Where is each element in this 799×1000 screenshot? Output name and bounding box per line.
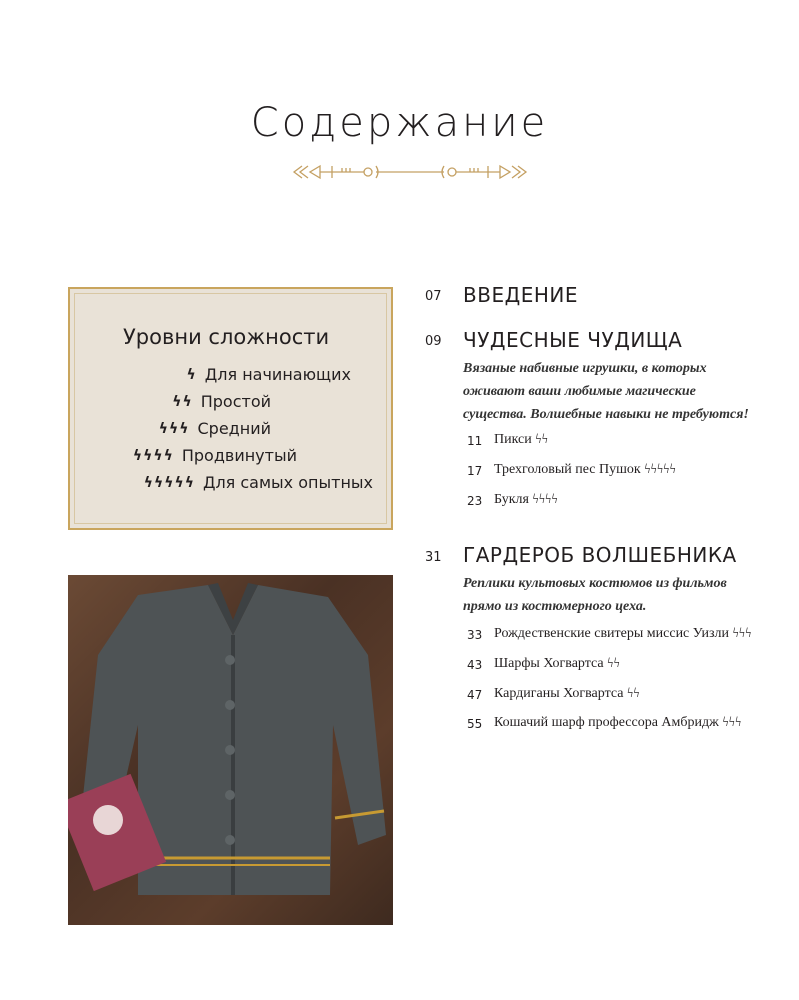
difficulty-legend [68, 287, 393, 530]
legend-item [172, 392, 271, 412]
legend-label: Для начинающих [204, 365, 351, 384]
legend-item [187, 365, 351, 385]
section-title[interactable]: ЧУДЕСНЫЕ ЧУДИЩА [463, 328, 683, 352]
lightning-icon: ϟϟϟϟ [132, 448, 174, 464]
page-number: 31 [425, 550, 442, 565]
legend-label: Продвинутый [181, 446, 297, 465]
page-number: 09 [425, 334, 442, 349]
lightning-icon: ϟϟϟ [158, 421, 190, 437]
legend-label: Для самых опытных [202, 473, 373, 492]
page-title: Содержание [250, 100, 549, 146]
section-description: Реплики культовых костюмов из фильмов прямо из костюмерного цеха. [463, 576, 727, 614]
lightning-icon: ϟϟ [172, 394, 193, 410]
legend-label: Средний [197, 419, 271, 438]
legend-heading: Уровни сложности [123, 325, 330, 349]
section-title[interactable]: ВВЕДЕНИЕ [463, 283, 578, 307]
cardigan-photo [68, 575, 393, 925]
page-number: 07 [425, 289, 442, 304]
legend-item [144, 473, 373, 493]
lightning-icon: ϟ [186, 367, 197, 383]
section-title[interactable]: ГАРДЕРОБ ВОЛШЕБНИКА [463, 543, 737, 567]
lightning-icon: ϟϟϟϟϟ [143, 475, 195, 491]
section-description: Вязаные набивные игрушки, в которых оживают ваши любимые магические существа. Волшебные навыки не требуются! [463, 361, 749, 422]
legend-item [133, 446, 297, 466]
legend-label: Простой [200, 392, 271, 411]
ornament-divider [292, 162, 528, 182]
legend-item [159, 419, 271, 439]
